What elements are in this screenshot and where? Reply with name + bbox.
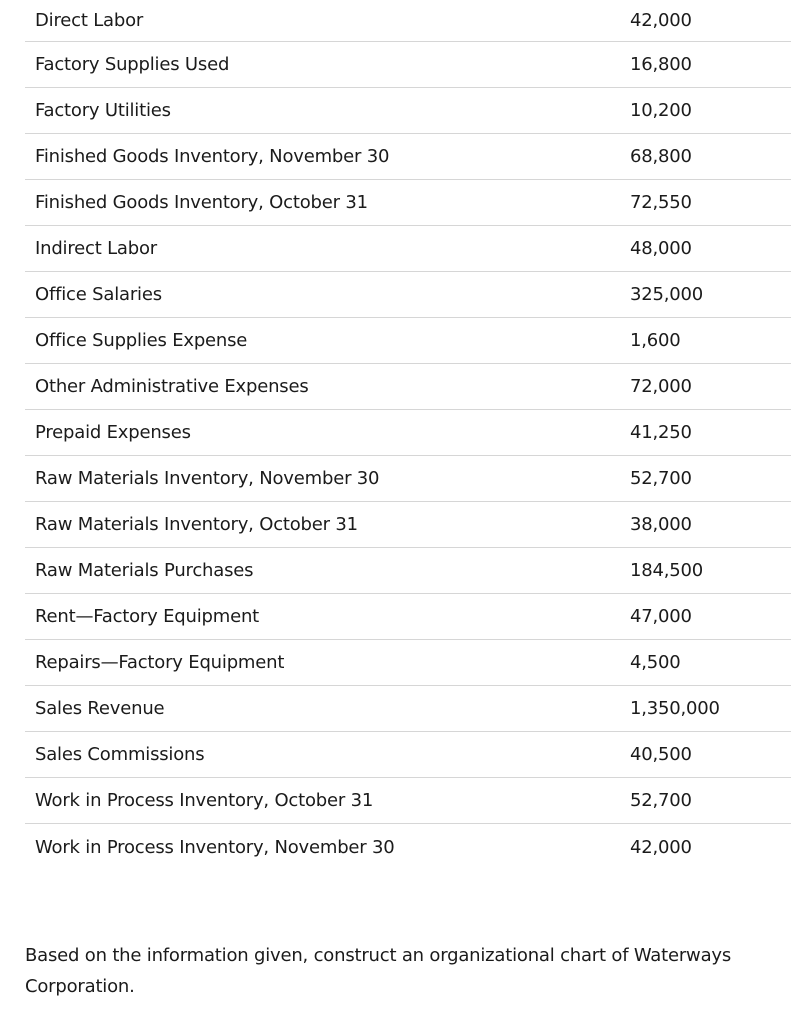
row-label: Finished Goods Inventory, November 30 xyxy=(35,146,390,167)
row-label: Finished Goods Inventory, October 31 xyxy=(35,192,368,213)
row-value: 325,000 xyxy=(630,284,704,305)
row-value: 72,000 xyxy=(630,376,692,397)
row-value: 16,800 xyxy=(630,54,692,75)
row-value: 38,000 xyxy=(630,514,692,535)
row-label: Prepaid Expenses xyxy=(35,422,191,443)
table-row xyxy=(25,0,791,42)
row-label: Sales Revenue xyxy=(35,698,165,719)
cost-data-table xyxy=(25,0,791,870)
row-label: Raw Materials Inventory, October 31 xyxy=(35,514,358,535)
row-value: 42,000 xyxy=(630,10,692,31)
row-value: 184,500 xyxy=(630,560,704,581)
row-value: 42,000 xyxy=(630,836,692,858)
table-row xyxy=(25,686,791,732)
table-row xyxy=(25,594,791,640)
row-label: Rent—Factory Equipment xyxy=(35,606,260,627)
row-value: 72,550 xyxy=(630,192,692,213)
row-value: 52,700 xyxy=(630,468,692,489)
table-row xyxy=(25,778,791,824)
row-label: Indirect Labor xyxy=(35,238,157,259)
table-row xyxy=(25,824,791,870)
table-row xyxy=(25,88,791,134)
row-label: Raw Materials Inventory, November 30 xyxy=(35,468,380,489)
table-row xyxy=(25,364,791,410)
row-value: 40,500 xyxy=(630,744,692,765)
row-label: Work in Process Inventory, November 30 xyxy=(35,836,395,858)
row-value: 41,250 xyxy=(630,422,692,443)
question-prompt: Based on the information given, construct an organizational chart of Waterways Corporation. xyxy=(25,945,732,997)
row-value: 1,600 xyxy=(630,330,681,351)
row-label: Other Administrative Expenses xyxy=(35,376,309,397)
table-row xyxy=(25,502,791,548)
table-row xyxy=(25,410,791,456)
row-value: 68,800 xyxy=(630,146,692,167)
row-label: Factory Supplies Used xyxy=(35,54,230,75)
row-label: Office Salaries xyxy=(35,284,162,305)
table-row xyxy=(25,226,791,272)
table-row xyxy=(25,640,791,686)
row-label: Repairs—Factory Equipment xyxy=(35,652,285,673)
table-row xyxy=(25,732,791,778)
table-row xyxy=(25,180,791,226)
table-row xyxy=(25,318,791,364)
table-row xyxy=(25,548,791,594)
row-value: 52,700 xyxy=(630,790,692,811)
row-value: 1,350,000 xyxy=(630,698,720,719)
row-value: 47,000 xyxy=(630,606,692,627)
row-label: Office Supplies Expense xyxy=(35,330,248,351)
row-value: 4,500 xyxy=(630,652,681,673)
row-label: Raw Materials Purchases xyxy=(35,560,254,581)
row-label: Work in Process Inventory, October 31 xyxy=(35,790,374,811)
table-row xyxy=(25,134,791,180)
table-row xyxy=(25,272,791,318)
row-value: 48,000 xyxy=(630,238,692,259)
row-value: 10,200 xyxy=(630,100,692,121)
row-label: Sales Commissions xyxy=(35,744,205,765)
table-row xyxy=(25,42,791,88)
row-label: Factory Utilities xyxy=(35,100,171,121)
row-label: Direct Labor xyxy=(35,10,144,31)
table-row xyxy=(25,456,791,502)
